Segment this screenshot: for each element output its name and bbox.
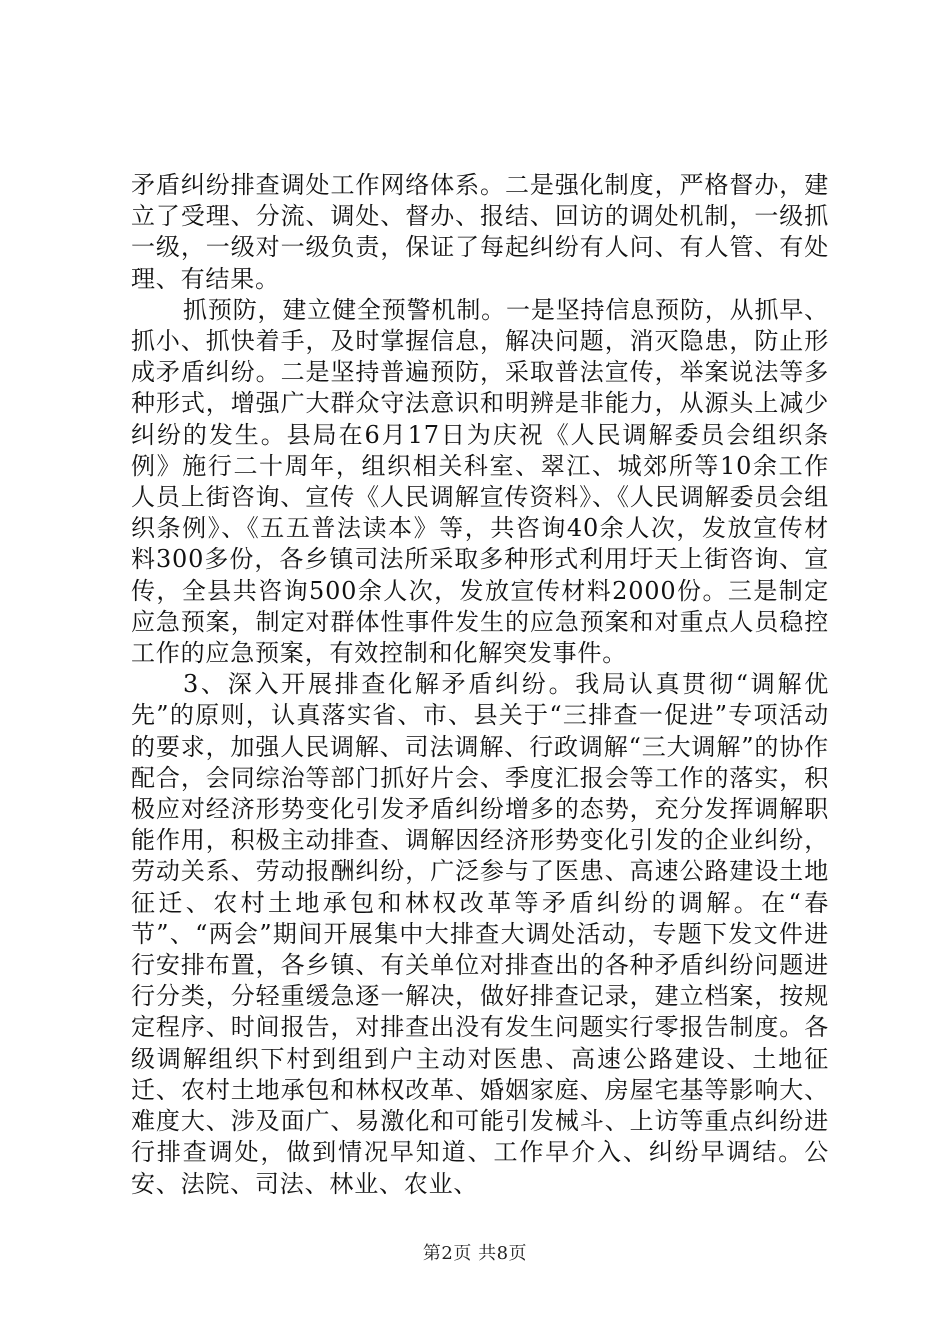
paragraph-dispute-resolution: 3、深入开展排查化解矛盾纠纷。我局认真贯彻“调解优先”的原则，认真落实省、市、县关于“三排查一促进”专项活动的要求，加强人民调解、司法调解、行政调解“三大调解”的协作配合，会同综治等部门抓好片会、季度汇报会等工作的落实，积极应对经济形势变化引发矛盾纠纷增多的态势，充分发挥调解职能作用，积极主动排查、调解因经济形势变化引发的企业纠纷，劳动关系、劳动报酬纠纷，广泛参与了医患、高速公路建设土地征迁、农村土地承包和林权改革等矛盾纠纷的调解。在“春节”、“两会”期间开展集中大排查大调处活动，专题下发文件进行安排布置，各乡镇、有关单位对排查出的各种矛盾纠纷问题进行分类，分轻重缓急逐一解决，做好排查记录，建立档案，按规定程序、时间报告，对排查出没有发生问题实行零报告制度。各级调解组织下村到组到户主动对医患、高速公路建设、土地征迁、农村土地承包和林权改革、婚姻家庭、房屋宅基等影响大、难度大、涉及面广、易激化和可能引发械斗、上访等重点纠纷进行排查调处，做到情况早知道、工作早介入、纠纷早调结。公安、法院、司法、林业、农业、 <box>131 670 829 1198</box>
body-text <box>131 170 829 1200</box>
page-number-footer: 第2页 共8页 <box>422 1243 528 1264</box>
paragraph-network-system: 矛盾纠纷排查调处工作网络体系。二是强化制度，严格督办，建立了受理、分流、调处、督办、报结、回访的调处机制，一级抓一级，一级对一级负责，保证了每起纠纷有人问、有人管、有处理、有结果。 <box>131 171 829 293</box>
paragraph-prevention-mechanism: 抓预防，建立健全预警机制。一是坚持信息预防，从抓早、抓小、抓快着手，及时掌握信息，解决问题，消灭隐患，防止形成矛盾纠纷。二是坚持普遍预防，采取普法宣传，举案说法等多种形式，增强广大群众守法意识和明辨是非能力，从源头上减少纠纷的发生。县局在6月17日为庆祝《人民调解委员会组织条例》施行二十周年，组织相关科室、翠江、城郊所等10余工作人员上街咨询、宣传《人民调解宣传资料》、《人民调解委员会组织条例》、《五五普法读本》等，共咨询40余人次，发放宣传材料300多份，各乡镇司法所采取多种形式利用圩天上街咨询、宣传，全县共咨询500余人次，发放宣传材料2000份。三是制定应急预案，制定对群体性事件发生的应急预案和对重点人员稳控工作的应急预案，有效控制和化解突发事件。 <box>131 295 829 668</box>
